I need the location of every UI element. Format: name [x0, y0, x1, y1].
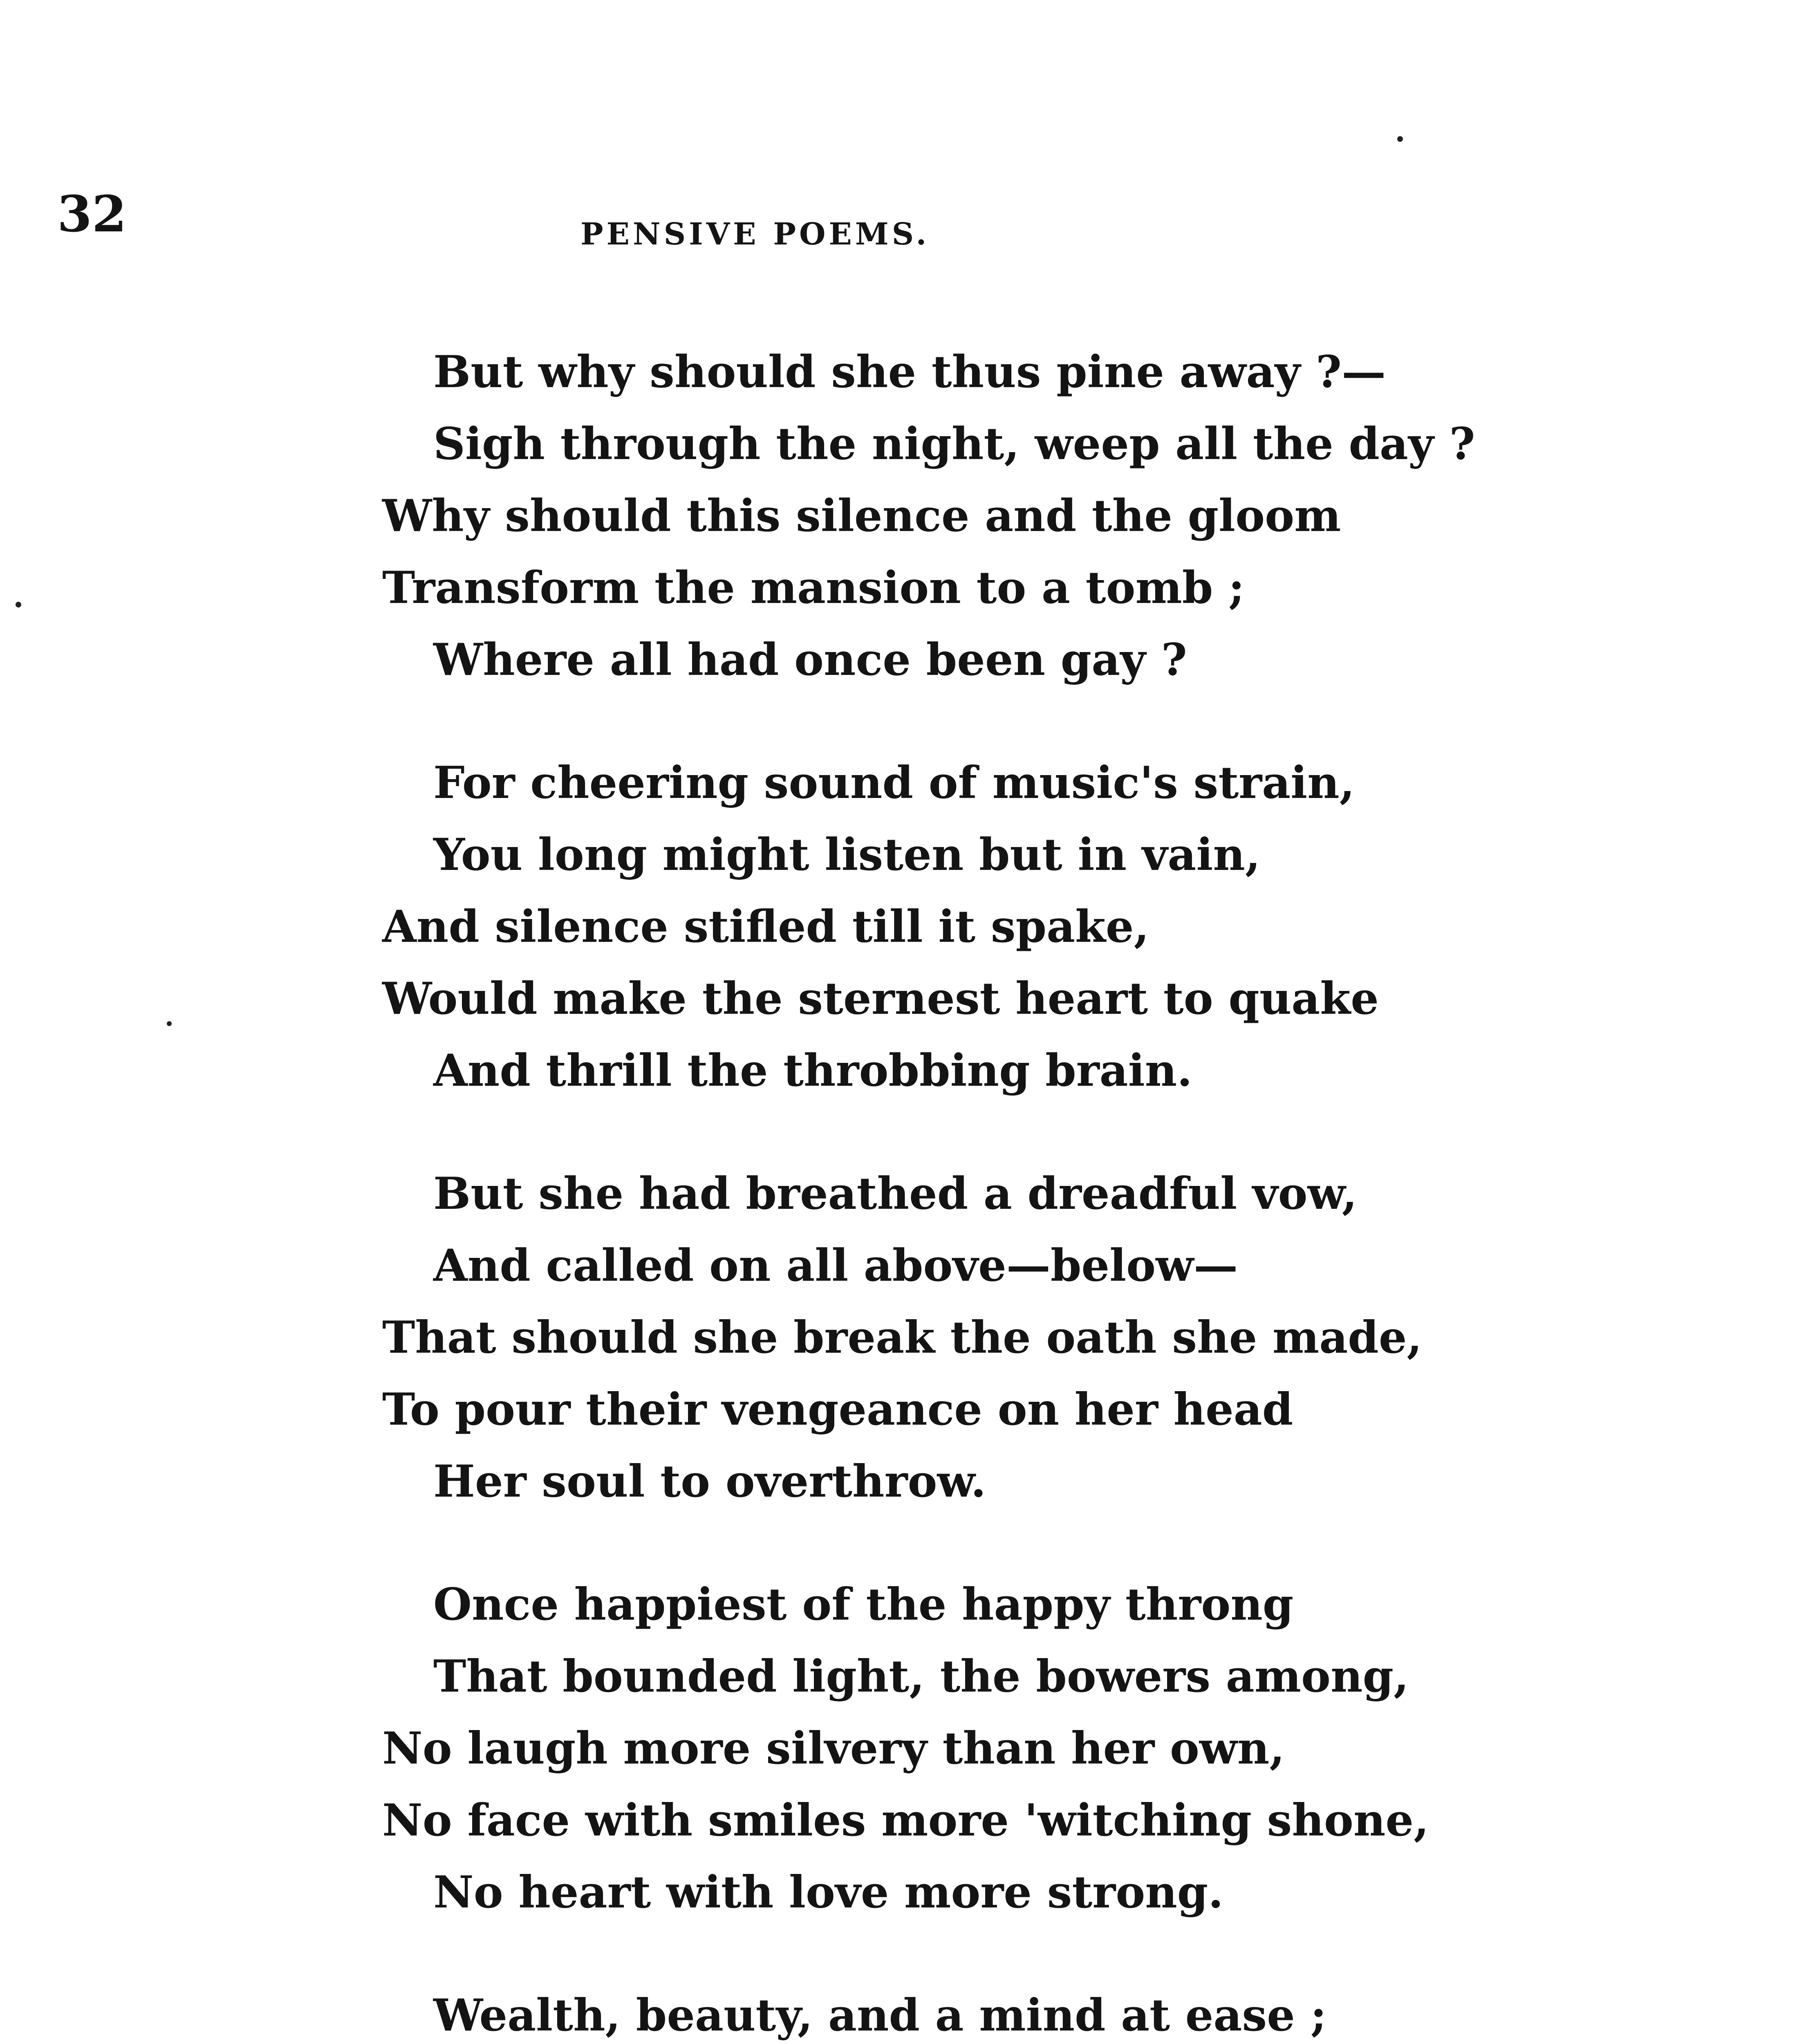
poem-line: Why should this silence and the gloom [382, 490, 1341, 542]
poem-line: But she had breathed a dreadful vow, [433, 1168, 1358, 1219]
poem-line: No face with smiles more 'witching shone, [382, 1795, 1429, 1846]
poem-line: No heart with love more strong. [433, 1867, 1223, 1918]
stanza [382, 1569, 1731, 1928]
poem-line: That should she break the oath she made, [382, 1312, 1423, 1363]
poem-line: Wealth, beauty, and a mind at ease ; [433, 1990, 1327, 2041]
poem-line: No laugh more silvery than her own, [382, 1723, 1285, 1774]
poem-line: And thrill the throbbing brain. [433, 1045, 1192, 1096]
poem-line: And called on all above—below— [433, 1240, 1238, 1291]
poem-line: Once happiest of the happy throng [433, 1579, 1294, 1630]
poem-line: Her soul to overthrow. [433, 1456, 986, 1507]
poem-line: That bounded light, the bowers among, [433, 1651, 1409, 1702]
poem-line: Would make the sternest heart to quake [382, 973, 1379, 1024]
poem-line: But why should she thus pine away ?— [433, 346, 1386, 398]
stanza [382, 1979, 1731, 2044]
poem-line: To pour their vengeance on her head [382, 1384, 1293, 1435]
page-number: 32 [57, 184, 127, 243]
scan-speck [167, 1021, 172, 1026]
poem-line: Transform the mansion to a tomb ; [382, 562, 1245, 614]
poem-line: And silence stifled till it spake, [382, 901, 1150, 953]
scan-speck [1397, 136, 1403, 142]
running-head: PENSIVE POEMS. [580, 217, 930, 252]
poem-line: Sigh through the night, weep all the day ? [433, 418, 1475, 470]
poem-line: Where all had once been gay ? [433, 634, 1187, 686]
stanza [382, 336, 1731, 696]
scan-speck [16, 602, 21, 607]
stanza [382, 1158, 1731, 1517]
poem [382, 336, 1731, 2044]
poem-line: For cheering sound of music's strain, [433, 757, 1355, 809]
stanza [382, 747, 1731, 1107]
poem-line: You long might listen but in vain, [433, 829, 1261, 881]
